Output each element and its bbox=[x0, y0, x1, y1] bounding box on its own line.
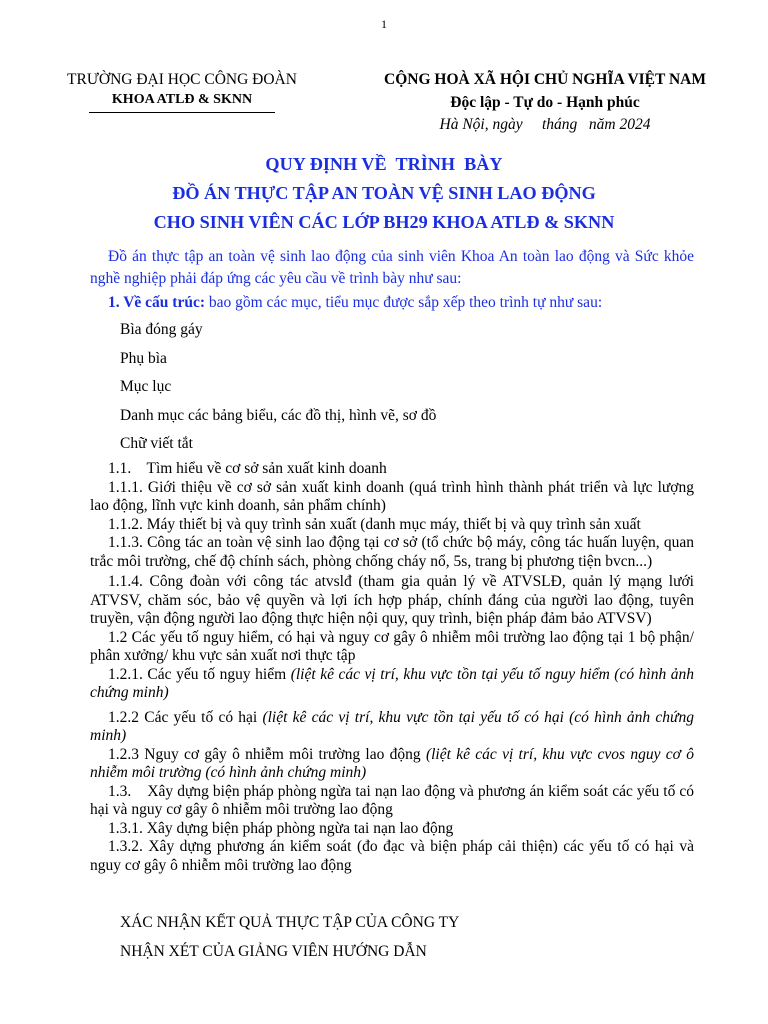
supervisor-review-heading: NHẬN XÉT CỦA GIẢNG VIÊN HƯỚNG DẪN bbox=[120, 943, 427, 960]
intro-paragraph: Đồ án thực tập an toàn vệ sinh lao động của sinh viên Khoa An toàn lao động và Sức khỏe nghề nghiệp phải đáp ứng các yêu cầu về trình bày như sau: bbox=[90, 248, 694, 287]
university-name: TRƯỜNG ĐẠI HỌC CÔNG ĐOÀN bbox=[67, 71, 297, 88]
outline-1-3-2: 1.3.2. Xây dựng phương án kiểm soát (đo đạc và biện pháp cải thiện) các yếu tố có hại và nguy cơ gây ô nhiễm môi trường lao động bbox=[90, 838, 694, 874]
header-right bbox=[340, 70, 750, 136]
outline-1-2-2 bbox=[90, 709, 694, 746]
outline-1-2-2-note: (liệt kê các vị trí, khu vực tồn tại yếu tố có hại (có hình ảnh chứng minh) bbox=[90, 708, 694, 744]
section-1-text: bao gồm các mục, tiểu mục được sắp xếp theo trình tự như sau: bbox=[205, 294, 603, 311]
section-1-heading bbox=[108, 292, 708, 314]
national-motto: Độc lập - Tự do - Hạnh phúc bbox=[450, 94, 640, 111]
outline-1-3: 1.3. Xây dựng biện pháp phòng ngừa tai nạn lao động và phương án kiểm soát các yếu tố có hại và nguy cơ gây ô nhiễm môi trường lao động bbox=[90, 782, 698, 818]
faculty-name: KHOA ATLĐ & SKNN bbox=[111, 92, 253, 107]
outline-1-1-3: 1.1.3. Công tác an toàn vệ sinh lao động tại cơ sở (tổ chức bộ máy, công tác huấn luyện, quan trắc môi trường, chế độ chính sách, phòng chống cháy nổ, 5s, trang bị phương tiện bvcn...) bbox=[90, 534, 694, 570]
outline-body bbox=[90, 460, 698, 875]
outline-1-1-4: 1.1.4. Công đoàn với công tác atvslđ (tham gia quản lý về ATVSLĐ, quản lý mạng lưới ATVSV, chăm sóc, bảo vệ quyền và lợi ích hợp pháp, chính đáng của người lao động, tuyên truyền, vận động người lao động thực hiện nội quy, quy trình, biện pháp đảm bảo ATVSV) bbox=[90, 573, 694, 627]
header-left bbox=[54, 70, 310, 113]
page-number: 1 bbox=[381, 17, 387, 31]
title-line-3: CHO SINH VIÊN CÁC LỚP BH29 KHOA ATLĐ & SKNN bbox=[153, 212, 615, 232]
header-underline bbox=[89, 112, 275, 113]
outline-1-2: 1.2 Các yếu tố nguy hiểm, có hại và nguy cơ gây ô nhiễm môi trường lao động tại 1 bộ phận/ phân xưởng/ khu vực sản xuất nơi thực tập bbox=[90, 628, 694, 664]
closing-sections bbox=[120, 912, 720, 970]
list-item: Chữ viết tắt bbox=[120, 435, 193, 452]
section-1-lead: 1. Về cấu trúc: bbox=[108, 294, 205, 311]
outline-1-3-1: 1.3.1. Xây dựng biện pháp phòng ngừa tai nạn lao động bbox=[108, 819, 454, 837]
title-line-2: ĐỒ ÁN THỰC TẬP AN TOÀN VỆ SINH LAO ĐỘNG bbox=[172, 183, 596, 203]
outline-1-2-3-note: (liệt kê các vị trí, khu vực cvos nguy cơ ô nhiễm môi trường (có hình ảnh chứng minh) bbox=[90, 745, 694, 781]
outline-1-1-1: 1.1.1. Giới thiệu về cơ sở sản xuất kinh doanh (quá trình hình thành phát triển và lực lượng lao động, lĩnh vực kinh doanh, sản phẩm chính) bbox=[90, 478, 694, 514]
title-line-1: QUY ĐỊNH VỀ TRÌNH BÀY bbox=[265, 154, 503, 174]
outline-1-2-1-note: (liệt kê các vị trí, khu vực tồn tại yếu tố nguy hiểm (có hình ảnh chứng minh) bbox=[90, 665, 694, 701]
outline-1-2-3-main: 1.2.3 Nguy cơ gây ô nhiễm môi trường lao động bbox=[108, 745, 426, 763]
list-item: Phụ bìa bbox=[120, 349, 167, 367]
outline-1-2-2-main: 1.2.2 Các yếu tố có hại bbox=[108, 708, 263, 726]
list-item: Bìa đóng gáy bbox=[120, 321, 203, 338]
list-item: Danh mục các bảng biểu, các đồ thị, hình vẽ, sơ đồ bbox=[120, 406, 437, 424]
outline-1-2-1-main: 1.2.1. Các yếu tố nguy hiểm bbox=[108, 665, 291, 683]
list-item: Mục lục bbox=[120, 378, 172, 395]
outline-1-2-3 bbox=[90, 746, 694, 783]
date-line: Hà Nội, ngày tháng năm 2024 bbox=[439, 116, 651, 133]
outline-1-2-1 bbox=[90, 666, 694, 703]
front-matter-list bbox=[120, 319, 680, 462]
company-confirmation-heading: XÁC NHẬN KẾT QUẢ THỰC TẬP CỦA CÔNG TY bbox=[120, 914, 460, 931]
outline-1-1: 1.1. Tìm hiểu về cơ sở sản xuất kinh doanh bbox=[108, 460, 387, 477]
national-title: CỘNG HOÀ XÃ HỘI CHỦ NGHĨA VIỆT NAM bbox=[384, 71, 706, 88]
outline-1-1-2: 1.1.2. Máy thiết bị và quy trình sản xuất (danh mục máy, thiết bị và quy trình sản xuất bbox=[108, 515, 641, 533]
document-title bbox=[0, 150, 768, 237]
